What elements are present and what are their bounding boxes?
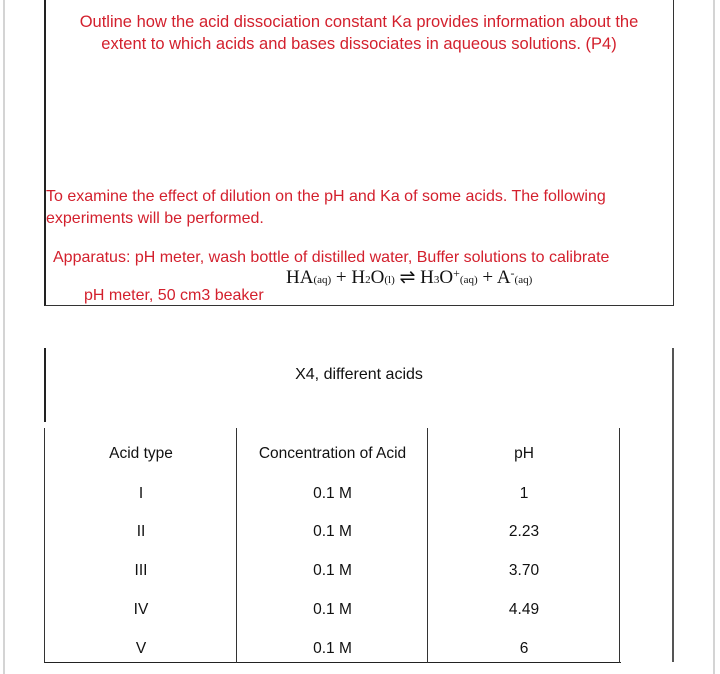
question-line-2: extent to which acids and bases dissociates in aqueous solutions. (P4) bbox=[101, 35, 617, 53]
concentration-cell: 0.1 M bbox=[313, 522, 352, 540]
ph-cell: 2.23 bbox=[508, 522, 540, 540]
acid-type-cell: III bbox=[134, 561, 148, 579]
eq-charge: + bbox=[453, 266, 460, 280]
acid-type-cell: V bbox=[135, 639, 147, 657]
table-row bbox=[45, 474, 620, 513]
table-outer-border-right bbox=[672, 348, 674, 662]
table-caption: X4, different acids bbox=[295, 366, 423, 383]
apparatus-line-1: Apparatus: pH meter, wash bottle of distilled water, Buffer solutions to calibrate bbox=[53, 249, 610, 266]
concentration-cell: 0.1 M bbox=[313, 561, 352, 579]
eq-subscript: 2 bbox=[365, 274, 371, 286]
table-row bbox=[45, 629, 620, 668]
dissociation-equation bbox=[286, 266, 532, 289]
ph-cell: 1 bbox=[519, 484, 529, 502]
concentration-cell: 0.1 M bbox=[313, 600, 352, 618]
eq-product-a: A bbox=[496, 267, 511, 288]
eq-charge: - bbox=[510, 266, 515, 280]
experiment-text bbox=[46, 186, 686, 230]
eq-state: (aq) bbox=[514, 274, 533, 286]
eq-o: O bbox=[439, 267, 454, 288]
eq-subscript: 3 bbox=[433, 274, 440, 286]
ph-cell: 4.49 bbox=[508, 600, 540, 618]
eq-h: H bbox=[420, 267, 434, 288]
page-edge-left bbox=[3, 0, 5, 674]
acid-type-cell: I bbox=[138, 484, 144, 502]
acid-type-cell: IV bbox=[133, 600, 149, 618]
eq-plus: + bbox=[331, 267, 352, 288]
page-edge-right bbox=[713, 0, 715, 674]
header-acid-type: Acid type bbox=[109, 444, 173, 462]
table-row bbox=[45, 551, 620, 590]
experiment-line-2: experiments will be performed. bbox=[46, 210, 264, 227]
header-ph: pH bbox=[514, 444, 534, 462]
acid-type-cell: II bbox=[136, 522, 146, 540]
table-outer-border-left bbox=[44, 348, 46, 422]
concentration-cell: 0.1 M bbox=[313, 484, 352, 502]
table-header-row bbox=[45, 434, 620, 473]
eq-state: (l) bbox=[384, 274, 395, 286]
ph-cell: 6 bbox=[519, 639, 529, 657]
table-row bbox=[45, 512, 620, 551]
eq-state: (aq) bbox=[313, 274, 332, 286]
eq-h: H bbox=[351, 267, 366, 288]
question-box bbox=[44, 0, 674, 306]
table-row bbox=[45, 590, 620, 629]
eq-plus: + bbox=[477, 267, 497, 288]
question-text bbox=[46, 11, 672, 55]
concentration-cell: 0.1 M bbox=[313, 639, 352, 657]
apparatus-line-2: pH meter, 50 cm3 beaker bbox=[84, 287, 264, 304]
header-concentration: Concentration of Acid bbox=[258, 444, 407, 462]
eq-state: (aq) bbox=[459, 274, 478, 286]
eq-reactant-ha: HA bbox=[286, 267, 314, 288]
equilibrium-arrow-icon: ⇌ bbox=[394, 267, 421, 288]
experiment-line-1: To examine the effect of dilution on the pH and Ka of some acids. The following bbox=[46, 188, 606, 205]
question-line-1: Outline how the acid dissociation constant Ka provides information about the bbox=[79, 13, 639, 31]
ph-cell: 3.70 bbox=[508, 561, 540, 579]
eq-o: O bbox=[370, 267, 385, 288]
